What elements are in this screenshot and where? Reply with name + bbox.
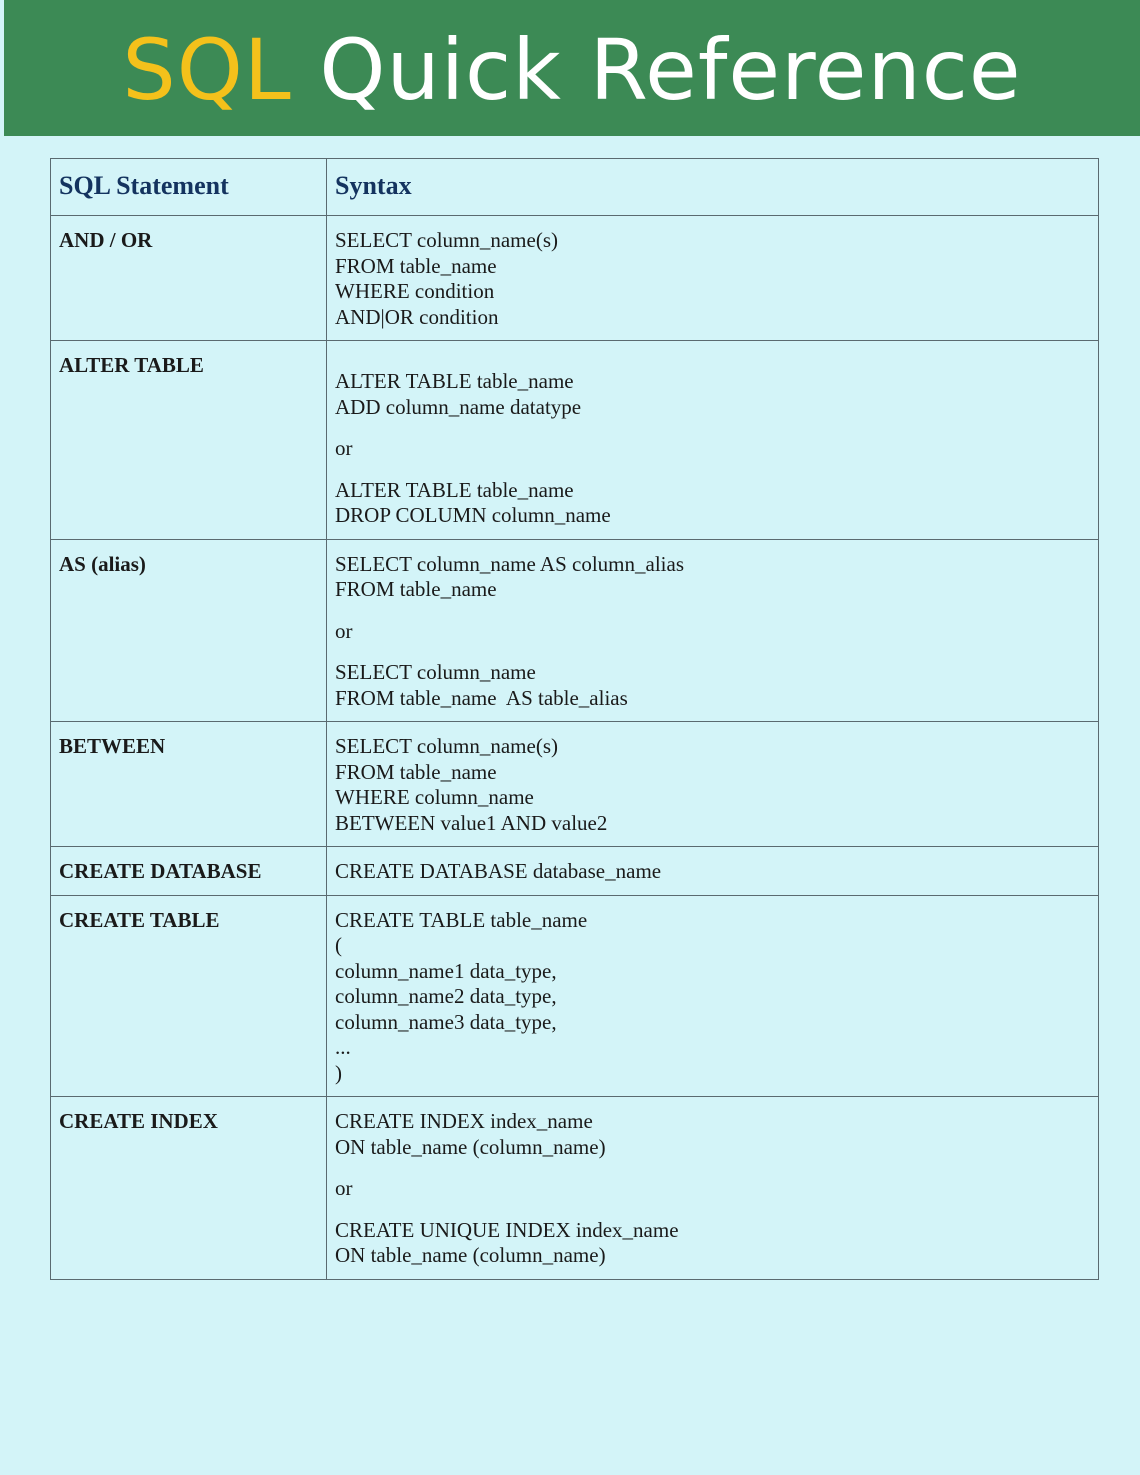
syntax-line: or xyxy=(335,618,353,643)
blank-line xyxy=(335,603,1088,619)
syntax-line: ON table_name (column_name) xyxy=(335,1134,606,1159)
header-syntax: Syntax xyxy=(327,159,1099,216)
syntax-cell xyxy=(327,1097,1099,1280)
syntax-line: column_name3 data_type, xyxy=(335,1009,557,1034)
table-row xyxy=(51,895,1099,1097)
statement-name: CREATE INDEX xyxy=(51,1097,327,1280)
syntax-cell xyxy=(327,722,1099,847)
syntax-line: FROM table_name AS table_alias xyxy=(335,685,628,710)
title-accent: SQL xyxy=(122,21,292,119)
syntax-line: SELECT column_name(s) xyxy=(335,734,558,758)
syntax-line: ... xyxy=(335,1035,351,1059)
syntax-line: CREATE TABLE table_name xyxy=(335,907,588,932)
syntax-line: WHERE condition xyxy=(335,279,495,303)
syntax-line: FROM table_name xyxy=(335,253,497,278)
statement-name: CREATE TABLE xyxy=(51,895,327,1097)
title-banner xyxy=(4,0,1140,136)
title-rest: Quick Reference xyxy=(319,21,1022,119)
syntax-line: AND|OR condition xyxy=(335,304,499,329)
syntax-cell xyxy=(327,895,1099,1097)
syntax-cell xyxy=(327,539,1099,722)
syntax-line: SELECT column_name(s) xyxy=(335,228,558,252)
blank-line xyxy=(335,420,1088,436)
syntax-line: ON table_name (column_name) xyxy=(335,1243,606,1267)
statement-name: AS (alias) xyxy=(51,539,327,722)
syntax-cell xyxy=(327,847,1099,896)
syntax-line: BETWEEN value1 AND value2 xyxy=(335,810,608,835)
syntax-line: WHERE column_name xyxy=(335,785,534,809)
syntax-line: CREATE UNIQUE INDEX index_name xyxy=(335,1217,679,1242)
blank-line xyxy=(335,353,1088,369)
syntax-line: ALTER TABLE table_name xyxy=(335,477,574,502)
syntax-line: or xyxy=(335,1176,353,1200)
header-statement: SQL Statement xyxy=(51,159,327,216)
syntax-cell xyxy=(327,341,1099,540)
blank-line xyxy=(335,644,1088,660)
statement-name: AND / OR xyxy=(51,216,327,341)
table-row xyxy=(51,1097,1099,1280)
syntax-line: FROM table_name xyxy=(335,759,497,784)
blank-line xyxy=(335,1160,1088,1176)
syntax-line: DROP COLUMN column_name xyxy=(335,503,611,527)
syntax-cell xyxy=(327,216,1099,341)
reference-table xyxy=(50,158,1099,1280)
syntax-line: CREATE DATABASE database_name xyxy=(335,859,662,883)
syntax-line: ( xyxy=(335,933,342,957)
table-row xyxy=(51,722,1099,847)
table-row xyxy=(51,539,1099,722)
table-row xyxy=(51,216,1099,341)
blank-line xyxy=(335,462,1088,478)
table-row xyxy=(51,847,1099,896)
syntax-line: ALTER TABLE table_name xyxy=(335,369,574,393)
syntax-line: or xyxy=(335,436,353,460)
syntax-line: FROM table_name xyxy=(335,577,497,601)
syntax-line: column_name2 data_type, xyxy=(335,984,557,1008)
syntax-line: SELECT column_name xyxy=(335,660,536,684)
syntax-line: ) xyxy=(335,1060,342,1085)
syntax-line: SELECT column_name AS column_alias xyxy=(335,551,684,576)
table-row xyxy=(51,341,1099,540)
blank-line xyxy=(335,1202,1088,1218)
syntax-line: ADD column_name datatype xyxy=(335,394,582,419)
syntax-line: column_name1 data_type, xyxy=(335,958,557,983)
statement-name: BETWEEN xyxy=(51,722,327,847)
table-header-row xyxy=(51,159,1099,216)
statement-name: ALTER TABLE xyxy=(51,341,327,540)
statement-name: CREATE DATABASE xyxy=(51,847,327,896)
syntax-line: CREATE INDEX index_name xyxy=(335,1109,593,1133)
